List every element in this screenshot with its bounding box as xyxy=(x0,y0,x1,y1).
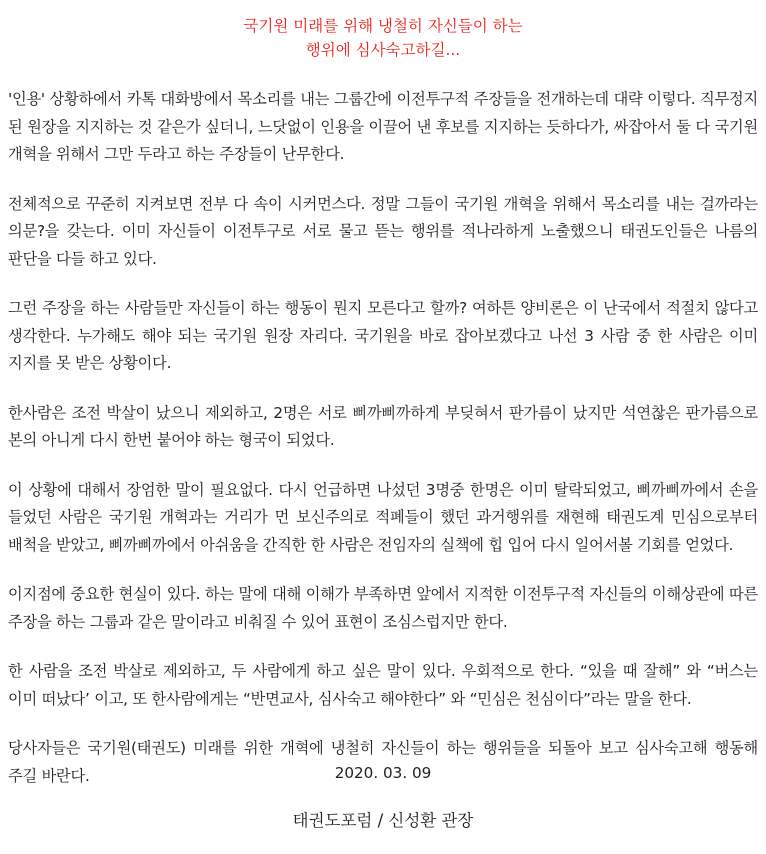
article-title-line-2: 행위에 심사숙고하길... xyxy=(305,41,461,59)
paragraph-1: '인용' 상황하에서 카톡 대화방에서 목소리를 내는 그룹간에 이전투구적 주장들을 전개하는데 대략 이렇다. 직무정지 된 원장을 지지하는 것 같은가 싶더니, 느닷없이 인용을 이끌어 낸 후보를 지지하는 듯하다가, 싸잡아서 둘 다 국기원 개혁을 위해서 그만 두라고 하는 주장들이 난무한다. xyxy=(8,90,758,163)
paragraph-7: 한 사람을 조전 박살로 제외하고, 두 사람에게 하고 싶은 말이 있다. 우회적으로 한다. “있을 때 잘해” 와 “버스는 이미 떠났다’ 이고, 또 한사람에게는 “반면교사, 심사숙고 해야한다” 와 “민심은 천심이다”라는 말을 한다. xyxy=(8,662,758,708)
paragraph-4: 한사람은 조전 박살이 났으니 제외하고, 2명은 서로 삐까삐까하게 부딪혀서 판가름이 났지만 석연찮은 판가름으로 본의 아니게 다시 한번 붙어야 하는 형국이 되었다. xyxy=(8,403,758,449)
paragraph-6: 이지점에 중요한 현실이 있다. 하는 말에 대해 이해가 부족하면 앞에서 지적한 이전투구적 자신들의 이해상관에 따른 주장을 하는 그룹과 같은 말이라고 비춰질 수 있어 표현이 조심스럽지만 한다. xyxy=(8,585,758,631)
article-date: 2020. 03. 09 xyxy=(334,764,432,782)
article-title-line-1: 국기원 미래를 위해 냉철히 자신들이 하는 xyxy=(243,17,523,35)
paragraph-2: 전체적으로 꾸준히 지켜보면 전부 다 속이 시커먼스다. 정말 그들이 국기원 개혁을 위해서 목소리를 내는 걸까라는 의문?을 갖는다. 이미 자신들이 이전투구로 서로 물고 뜯는 행위를 적나라하게 노출했으니 태권도인들은 나름의 판단을 다들 하고 있다. xyxy=(8,194,758,268)
paragraph-3: 그런 주장을 하는 사람들만 자신들이 하는 행동이 뭔지 모른다고 할까? 여하튼 양비론은 이 난국에서 적절치 않다고 생각한다. 누가해도 해야 되는 국기원 원장 자리다. 국기원을 바로 잡아보겠다고 나선 3 사람 중 한 사람은 이미 지지를 못 받은 상황이다. xyxy=(8,299,758,372)
author-signature: 태권도포럼 / 신성환 관장 xyxy=(292,811,474,830)
article-title xyxy=(8,14,758,62)
paragraph-8: 당사자들은 국기원(태권도) 미래를 위한 개혁에 냉철히 자신들이 하는 행위들을 되돌아 보고 심사숙고해 행동해 주길 바란다. xyxy=(8,739,758,785)
paragraph-5: 이 상황에 대해서 장엄한 말이 필요없다. 다시 언급하면 나섰던 3명중 한명은 이미 탈락되었고, 삐까삐까에서 손을 들었던 사람은 국기원 개혁과는 거리가 먼 보신주의로 적폐들이 했던 과거행위를 재현해 태권도계 민심으로부터 배척을 받았고, 삐까삐까에서 아쉬움을 간직한 한 사람은 전임자의 실책에 힙 입어 다시 일어서볼 기회를 얻었다. xyxy=(8,480,758,554)
